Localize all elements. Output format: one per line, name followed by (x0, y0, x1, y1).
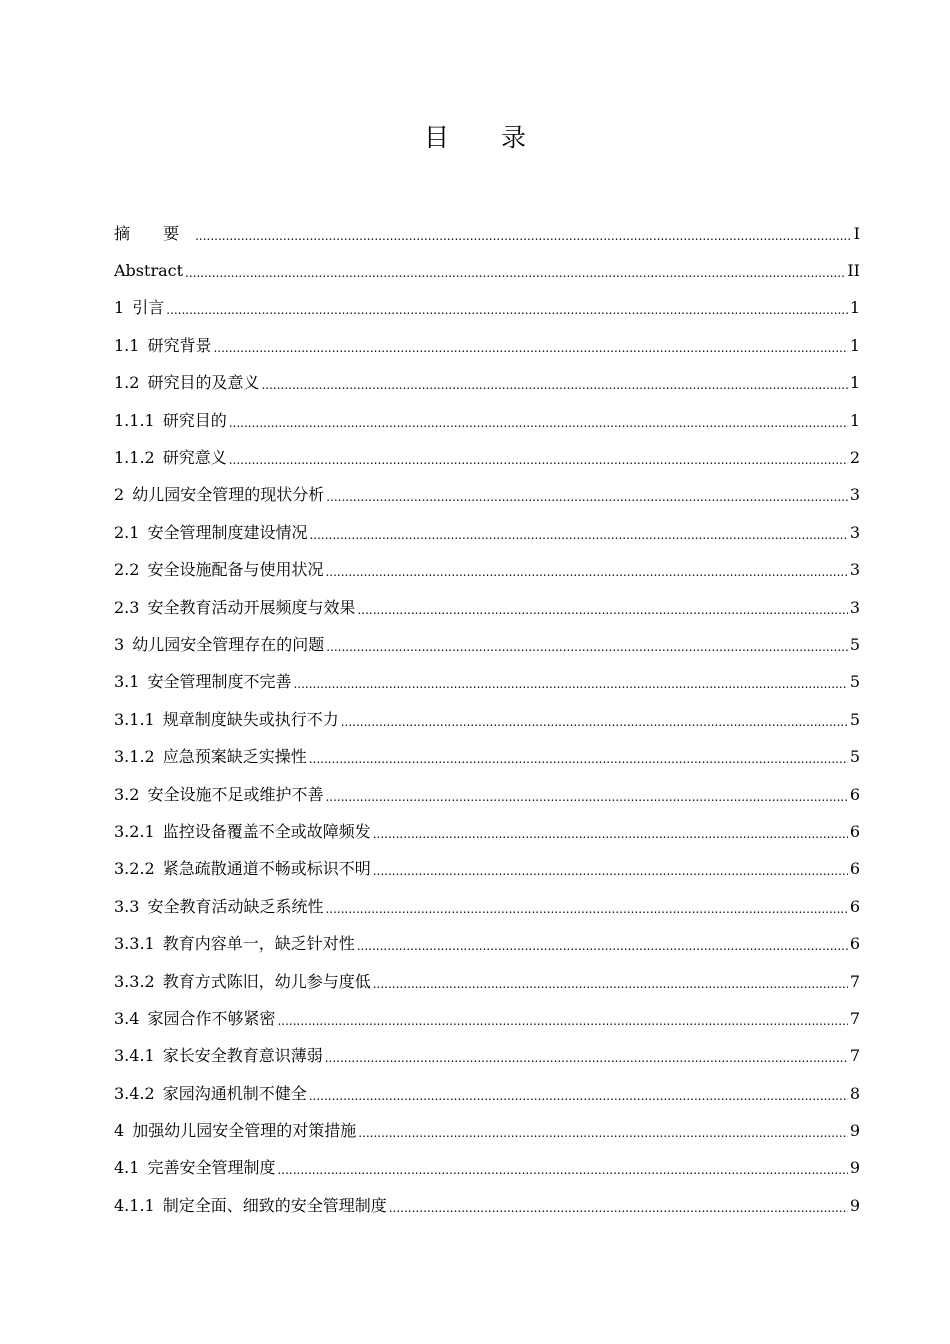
toc-entry-text: 教育方式陈旧，幼儿参与度低 (162, 971, 371, 991)
toc-entry[interactable] (114, 776, 860, 813)
toc-entry-number: 1 (114, 298, 125, 318)
toc-entry-text: Abstract (114, 261, 184, 281)
toc-entry-text: 引言 (132, 298, 165, 318)
toc-dot-leader (213, 338, 847, 358)
toc-entry-text: 家园合作不够紧密 (147, 1008, 276, 1028)
toc-entry-label (114, 448, 227, 468)
toc-entry[interactable] (114, 252, 860, 289)
toc-entry-label (114, 411, 227, 431)
toc-entry-number: 3.1.2 (114, 747, 155, 767)
toc-entry[interactable] (114, 552, 860, 589)
toc-entry-text: 安全教育活动缺乏系统性 (147, 896, 324, 916)
toc-entry[interactable] (114, 1187, 860, 1224)
toc-dot-leader (185, 263, 845, 283)
toc-page-number: 1 (849, 410, 860, 430)
toc-entry-text: 安全管理制度建设情况 (147, 522, 308, 542)
toc-entry-number: 3.4.1 (114, 1046, 155, 1066)
toc-entry-number: 4.1 (114, 1158, 140, 1178)
toc-entry-label (114, 523, 307, 543)
toc-dot-leader (373, 974, 848, 994)
toc-entry-text: 研究背景 (147, 335, 212, 355)
toc-page-number: 3 (849, 485, 860, 505)
toc-page-number: I (853, 223, 860, 243)
toc-entry-number: 1.1.1 (114, 410, 155, 430)
toc-title: 目 录 (424, 123, 548, 152)
toc-entry-text: 安全教育活动开展频度与效果 (147, 597, 356, 617)
toc-dot-leader (373, 824, 848, 844)
toc-page-number: 5 (849, 747, 860, 767)
toc-entry-text: 应急预案缺乏实操性 (162, 747, 307, 767)
toc-dot-leader (195, 226, 852, 246)
toc-entry-label (114, 1158, 275, 1178)
toc-entry[interactable] (114, 925, 860, 962)
toc-entry[interactable] (114, 626, 860, 663)
toc-entry-number: 3.2.1 (114, 821, 155, 841)
toc-entry-number: 3.2 (114, 784, 140, 804)
toc-dot-leader (325, 787, 847, 807)
toc-entry-text: 研究目的及意义 (147, 373, 260, 393)
toc-entry-text: 安全设施配备与使用状况 (147, 560, 324, 580)
toc-entry[interactable] (114, 589, 860, 626)
toc-entry-text: 制定全面、细致的安全管理制度 (162, 1195, 387, 1215)
toc-entry-label (114, 635, 324, 655)
toc-page-number: 3 (849, 597, 860, 617)
toc-dot-leader (277, 1011, 847, 1031)
toc-page-number: 7 (849, 1008, 860, 1028)
toc-entry-number: 3.4.2 (114, 1083, 155, 1103)
toc-page-number: 1 (849, 298, 860, 318)
toc-entry-number: 2.3 (114, 597, 140, 617)
toc-page-number: 3 (849, 560, 860, 580)
toc-dot-leader (309, 749, 848, 769)
toc-entry-number: 1.1.2 (114, 448, 155, 468)
toc-dot-leader (277, 1160, 847, 1180)
toc-entry[interactable] (114, 477, 860, 514)
toc-entry[interactable] (114, 664, 860, 701)
toc-entry-text: 研究意义 (162, 448, 227, 468)
toc-entry-text: 安全设施不足或维护不善 (147, 784, 324, 804)
toc-page-number: 9 (849, 1121, 860, 1141)
toc-entry-text: 摘 要 (114, 223, 194, 243)
toc-dot-leader (261, 375, 847, 395)
toc-entry-text: 加强幼儿园安全管理的对策措施 (132, 1121, 357, 1141)
toc-entry-label (114, 859, 371, 879)
toc-page-number: 5 (849, 634, 860, 654)
toc-entry[interactable] (114, 1150, 860, 1187)
toc-entry-number: 3.1.1 (114, 709, 155, 729)
toc-list (114, 215, 860, 1225)
toc-dot-leader (309, 525, 847, 545)
toc-dot-leader (373, 861, 848, 881)
toc-page-number: 5 (849, 709, 860, 729)
toc-page-number: 5 (849, 672, 860, 692)
toc-entry-label (114, 485, 324, 505)
toc-page-number: 6 (849, 934, 860, 954)
toc-entry-number: 2 (114, 485, 125, 505)
toc-entry-text: 安全管理制度不完善 (147, 672, 292, 692)
toc-dot-leader (357, 936, 848, 956)
toc-entry-number: 3.3 (114, 896, 140, 916)
toc-entry-number: 2.1 (114, 522, 140, 542)
toc-entry[interactable] (114, 1112, 860, 1149)
toc-entry-label (114, 672, 291, 692)
toc-dot-leader (325, 899, 847, 919)
toc-entry[interactable] (114, 851, 860, 888)
toc-page-number: 6 (849, 896, 860, 916)
toc-dot-leader (341, 712, 848, 732)
toc-entry-number: 4 (114, 1121, 125, 1141)
toc-entry[interactable] (114, 1000, 860, 1037)
toc-entry-text: 幼儿园安全管理的现状分析 (132, 485, 325, 505)
toc-dot-leader (293, 674, 847, 694)
toc-entry[interactable] (114, 215, 860, 252)
toc-entry[interactable] (114, 701, 860, 738)
toc-dot-leader (309, 1086, 848, 1106)
toc-entry-label (114, 336, 211, 356)
toc-entry-label (114, 560, 323, 580)
toc-dot-leader (358, 1123, 848, 1143)
toc-entry-label (114, 1121, 356, 1141)
toc-entry[interactable] (114, 290, 860, 327)
toc-page-number: 3 (849, 522, 860, 542)
toc-entry[interactable] (114, 738, 860, 775)
toc-page-number: 6 (849, 784, 860, 804)
toc-dot-leader (326, 487, 848, 507)
toc-dot-leader (229, 413, 848, 433)
toc-entry-text: 家园沟通机制不健全 (162, 1083, 307, 1103)
toc-page-number: 1 (849, 335, 860, 355)
toc-entry-text: 幼儿园安全管理存在的问题 (132, 634, 325, 654)
toc-entry-text: 完善安全管理制度 (147, 1158, 276, 1178)
toc-entry-text: 研究目的 (162, 410, 227, 430)
toc-entry-text: 监控设备覆盖不全或故障频发 (162, 821, 371, 841)
toc-entry-number: 1.1 (114, 335, 140, 355)
toc-entry-text: 教育内容单一，缺乏针对性 (162, 934, 355, 954)
toc-entry-label (114, 934, 355, 954)
toc-dot-leader (325, 562, 847, 582)
toc-entry-number: 3.3.1 (114, 934, 155, 954)
toc-page-number: 6 (849, 821, 860, 841)
toc-entry[interactable] (114, 365, 860, 402)
toc-page-number: 9 (849, 1195, 860, 1215)
toc-dot-leader (229, 450, 848, 470)
toc-page-number: 7 (849, 1046, 860, 1066)
toc-entry[interactable] (114, 439, 860, 476)
toc-entry-label (114, 373, 259, 393)
toc-page-number: 6 (849, 859, 860, 879)
toc-entry-number: 2.2 (114, 560, 140, 580)
toc-entry[interactable] (114, 1038, 860, 1075)
toc-entry-number: 3.1 (114, 672, 140, 692)
toc-entry-number: 1.2 (114, 373, 140, 393)
toc-entry-label (114, 747, 307, 767)
toc-page-number: 1 (849, 373, 860, 393)
toc-entry-number: 4.1.1 (114, 1195, 155, 1215)
toc-entry-text: 紧急疏散通道不畅或标识不明 (162, 859, 371, 879)
toc-entry-label (114, 785, 323, 805)
toc-entry-label (114, 298, 164, 318)
toc-page-number: 7 (849, 971, 860, 991)
toc-dot-leader (389, 1198, 848, 1218)
toc-dot-leader (166, 300, 848, 320)
toc-entry-label (114, 261, 183, 281)
toc-entry-number: 3.3.2 (114, 971, 155, 991)
toc-entry-label (114, 972, 371, 992)
toc-entry-label (114, 710, 339, 730)
toc-entry-label (114, 224, 193, 244)
toc-entry[interactable] (114, 963, 860, 1000)
toc-page-number: 2 (849, 448, 860, 468)
toc-entry[interactable] (114, 402, 860, 439)
toc-entry-label (114, 1196, 387, 1216)
toc-entry[interactable] (114, 888, 860, 925)
toc-entry-number: 3 (114, 634, 125, 654)
toc-entry[interactable] (114, 813, 860, 850)
toc-entry-text: 家长安全教育意识薄弱 (162, 1046, 323, 1066)
toc-entry-label (114, 822, 371, 842)
toc-entry-label (114, 1046, 323, 1066)
toc-entry-number: 3.2.2 (114, 859, 155, 879)
toc-page-number: II (847, 261, 860, 281)
toc-dot-leader (325, 1048, 848, 1068)
toc-entry[interactable] (114, 1075, 860, 1112)
toc-entry-label (114, 598, 355, 618)
toc-entry[interactable] (114, 514, 860, 551)
toc-dot-leader (326, 637, 848, 657)
toc-page-number: 8 (849, 1083, 860, 1103)
toc-entry-number: 3.4 (114, 1008, 140, 1028)
toc-entry-label (114, 1084, 307, 1104)
toc-entry[interactable] (114, 327, 860, 364)
toc-entry-text: 规章制度缺失或执行不力 (162, 709, 339, 729)
toc-page-number: 9 (849, 1158, 860, 1178)
toc-dot-leader (357, 600, 847, 620)
toc-entry-label (114, 897, 323, 917)
toc-entry-label (114, 1009, 275, 1029)
